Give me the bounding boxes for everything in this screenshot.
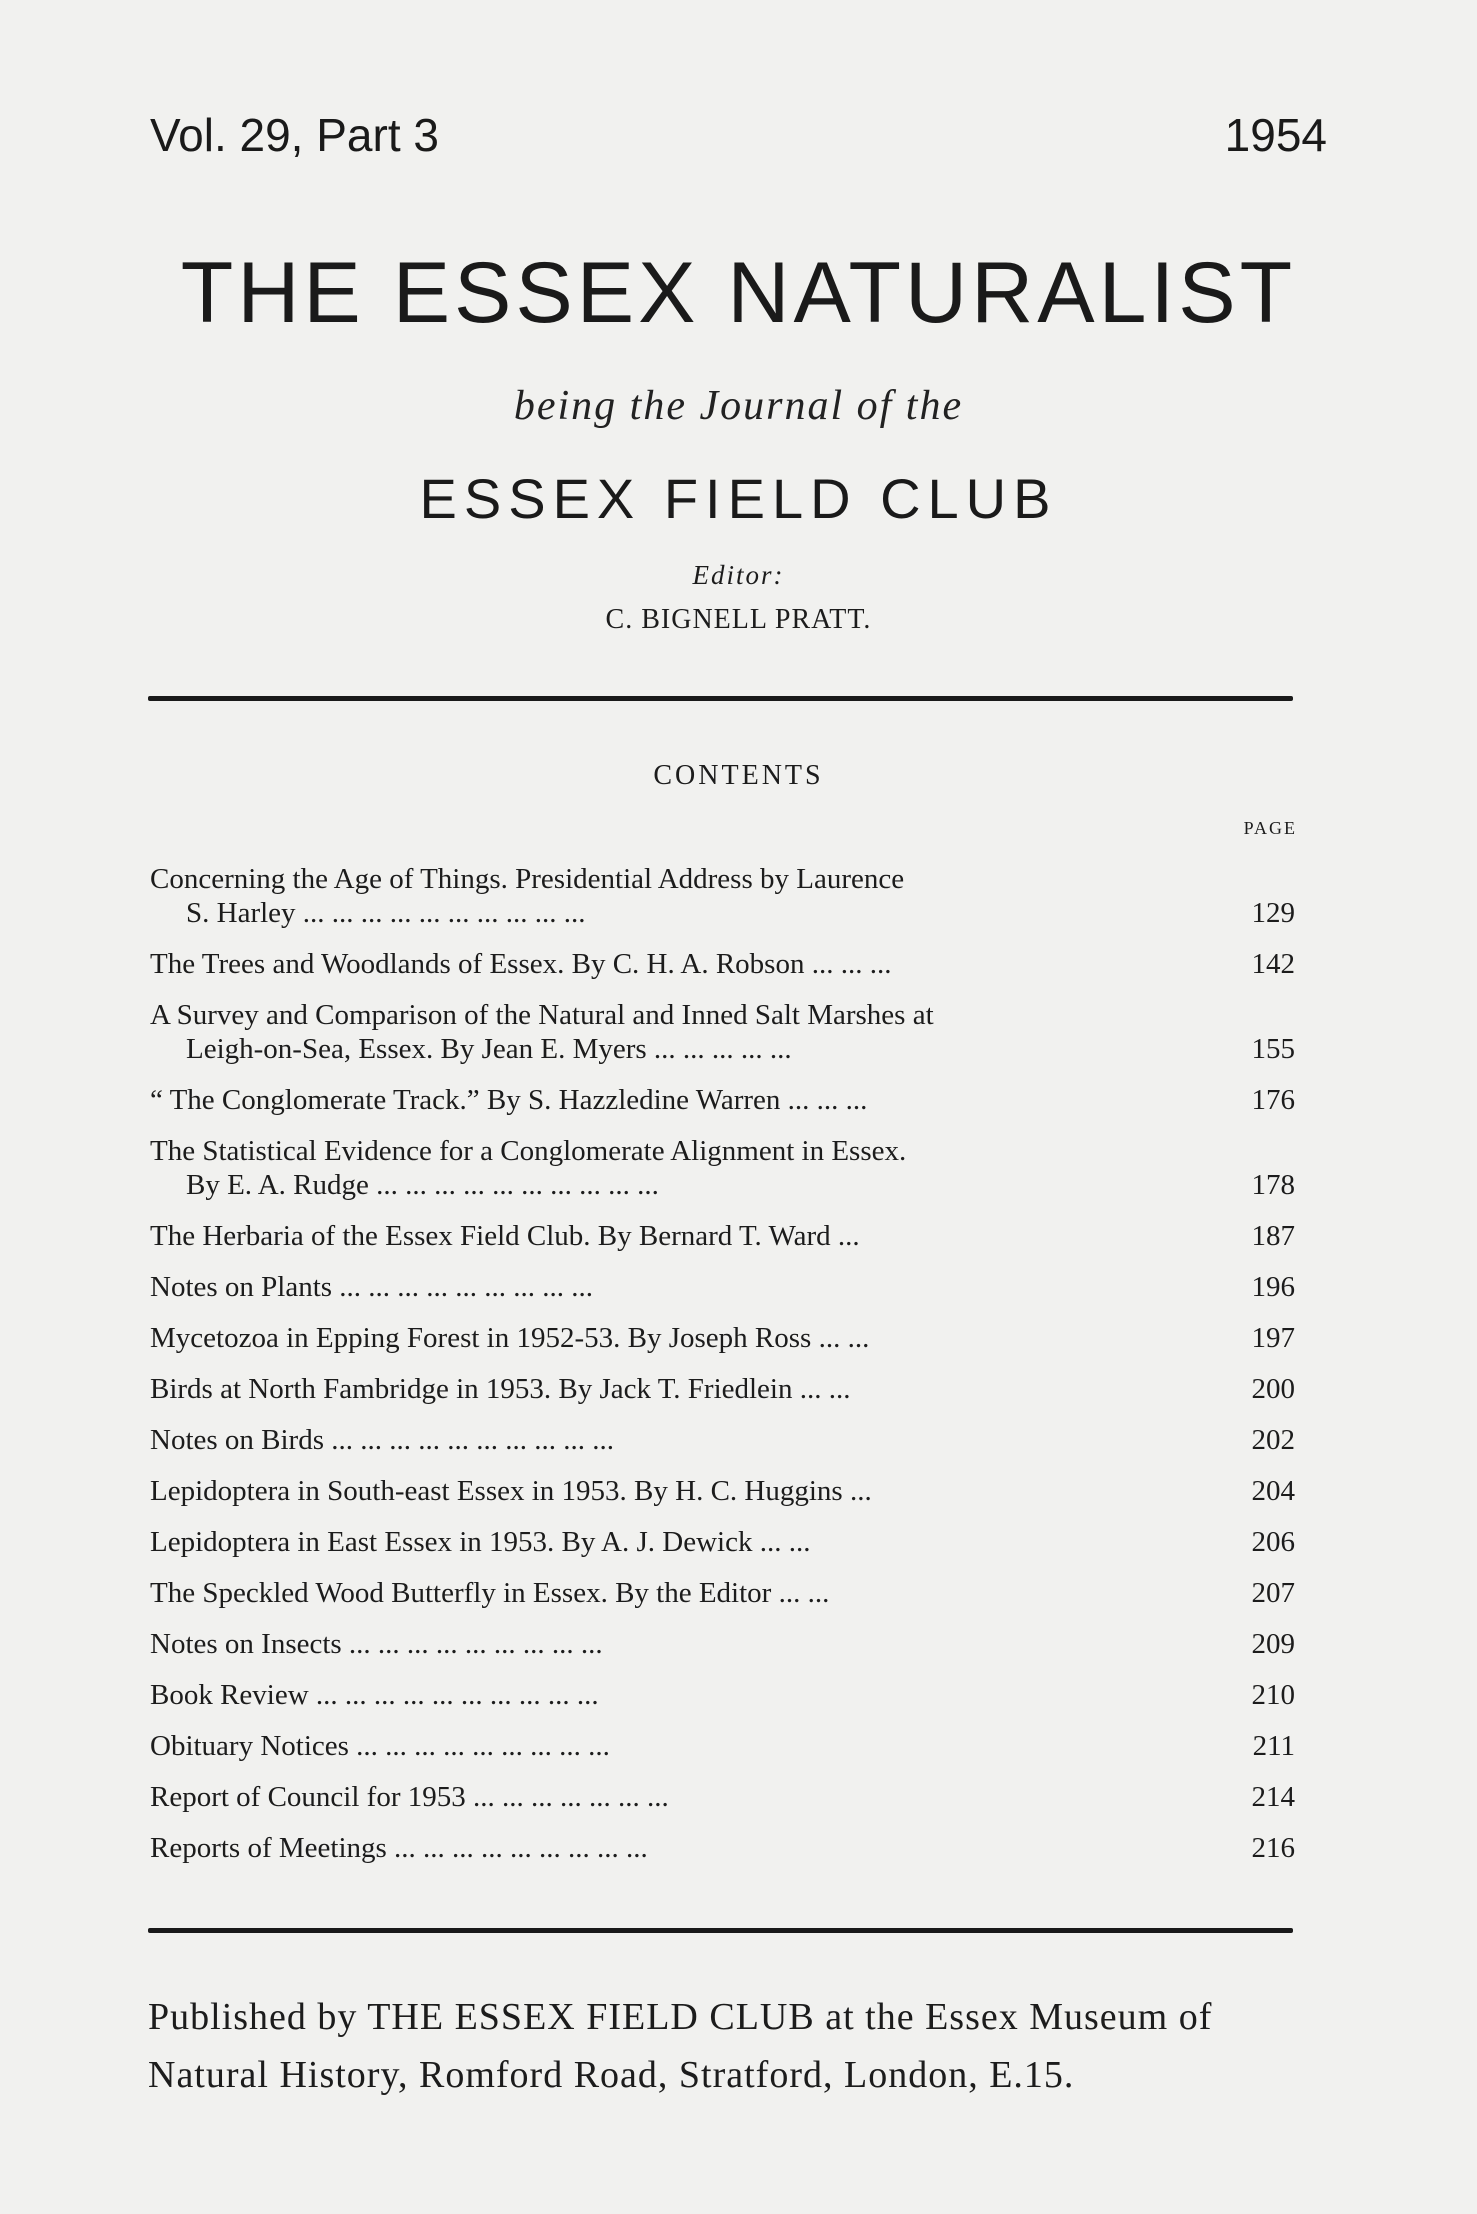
journal-title: THE ESSEX NATURALIST — [180, 245, 1297, 341]
bottom-divider — [148, 1928, 1293, 1933]
contents-entry-title: The Trees and Woodlands of Essex. By C. H. A. Robson ... ... ... — [150, 948, 892, 980]
contents-entry — [150, 1729, 1295, 1763]
contents-entry-title: Book Review ... ... ... ... ... ... ... ... ... ... — [150, 1679, 599, 1711]
contents-entry-page: 176 — [1251, 1084, 1295, 1116]
contents-entry — [150, 1576, 1295, 1610]
contents-entry — [150, 1780, 1295, 1814]
contents-entry-title: Lepidoptera in South-east Essex in 1953. By H. C. Huggins ... — [150, 1475, 872, 1507]
contents-entry-title: Lepidoptera in East Essex in 1953. By A. J. Dewick ... ... — [150, 1526, 811, 1558]
contents-entry-title: Report of Council for 1953 ... ... ... ... ... ... ... — [150, 1781, 669, 1813]
contents-entry-title: Mycetozoa in Epping Forest in 1952-53. By Joseph Ross ... ... — [150, 1322, 870, 1354]
club-name: ESSEX FIELD CLUB — [419, 467, 1058, 530]
contents-entry-page: 200 — [1251, 1373, 1295, 1405]
contents-entry — [150, 1134, 1295, 1202]
contents-entry-title: A Survey and Comparison of the Natural and Inned Salt Marshes at Leigh-on-Sea, Essex. By Jean E. Myers ... ... ... ... ... — [150, 999, 934, 1065]
contents-entry — [150, 1270, 1295, 1304]
contents-entry-page: 204 — [1251, 1475, 1295, 1507]
contents-entry-title: “ The Conglomerate Track.” By S. Hazzledine Warren ... ... ... — [150, 1084, 868, 1116]
contents-entry — [150, 1627, 1295, 1661]
table-of-contents — [150, 862, 1295, 1882]
contents-entry-page: 216 — [1251, 1832, 1295, 1864]
editor-name: C. BIGNELL PRATT. — [605, 604, 872, 635]
contents-entry — [150, 947, 1295, 981]
volume-line — [150, 108, 1327, 162]
contents-entry-title: The Statistical Evidence for a Conglomerate Alignment in Essex. By E. A. Rudge ... ... ... ... ... ... ... ... ... ... — [150, 1135, 907, 1201]
contents-entry-page: 155 — [1251, 1033, 1295, 1065]
contents-entry-page: 178 — [1251, 1169, 1295, 1201]
contents-entry-page: 129 — [1251, 897, 1295, 929]
contents-entry-page: 214 — [1251, 1781, 1295, 1813]
contents-entry — [150, 1321, 1295, 1355]
volume-part: Vol. 29, Part 3 — [150, 109, 439, 161]
publisher-statement: Published by THE ESSEX FIELD CLUB at the Essex Museum of Natural History, Romford Road, Stratford, London, E.15. — [148, 1996, 1213, 2096]
contents-entry-title: The Speckled Wood Butterfly in Essex. By the Editor ... ... — [150, 1577, 830, 1609]
contents-entry-page: 210 — [1251, 1679, 1295, 1711]
year: 1954 — [1224, 109, 1327, 161]
contents-entry-page: 206 — [1251, 1526, 1295, 1558]
contents-entry-title: Obituary Notices ... ... ... ... ... ... ... ... ... — [150, 1730, 610, 1762]
contents-entry — [150, 1678, 1295, 1712]
contents-entry — [150, 1372, 1295, 1406]
contents-heading: CONTENTS — [653, 760, 824, 791]
page-column-heading: PAGE — [1243, 818, 1297, 838]
contents-entry-page: 207 — [1251, 1577, 1295, 1609]
contents-entry — [150, 1219, 1295, 1253]
contents-entry-page: 196 — [1251, 1271, 1295, 1303]
contents-entry-title: Concerning the Age of Things. Presidential Address by Laurence S. Harley ... ... ... ... ... ... ... ... ... ... — [150, 863, 905, 929]
contents-entry — [150, 998, 1295, 1066]
editor-label: Editor: — [692, 560, 785, 590]
contents-entry-title: Reports of Meetings ... ... ... ... ... ... ... ... ... — [150, 1832, 648, 1864]
contents-entry-title: Notes on Plants ... ... ... ... ... ... ... ... ... — [150, 1271, 594, 1303]
contents-entry-page: 142 — [1251, 948, 1295, 980]
contents-entry — [150, 1083, 1295, 1117]
contents-entry-title: Notes on Birds ... ... ... ... ... ... ... ... ... ... — [150, 1424, 614, 1456]
contents-entry-page: 209 — [1251, 1628, 1295, 1660]
contents-entry — [150, 1831, 1295, 1865]
contents-entry-title: Birds at North Fambridge in 1953. By Jack T. Friedlein ... ... — [150, 1373, 851, 1405]
contents-entry-title: The Herbaria of the Essex Field Club. By Bernard T. Ward ... — [150, 1220, 860, 1252]
contents-entry — [150, 1423, 1295, 1457]
journal-subtitle: being the Journal of the — [513, 383, 964, 429]
top-divider — [148, 696, 1293, 701]
contents-entry-title: Notes on Insects ... ... ... ... ... ... ... ... ... — [150, 1628, 603, 1660]
contents-entry — [150, 1525, 1295, 1559]
contents-entry-page: 197 — [1251, 1322, 1295, 1354]
contents-entry — [150, 1474, 1295, 1508]
contents-entry — [150, 862, 1295, 930]
contents-entry-page: 202 — [1251, 1424, 1295, 1456]
contents-entry-page: 211 — [1252, 1730, 1295, 1762]
contents-entry-page: 187 — [1251, 1220, 1295, 1252]
